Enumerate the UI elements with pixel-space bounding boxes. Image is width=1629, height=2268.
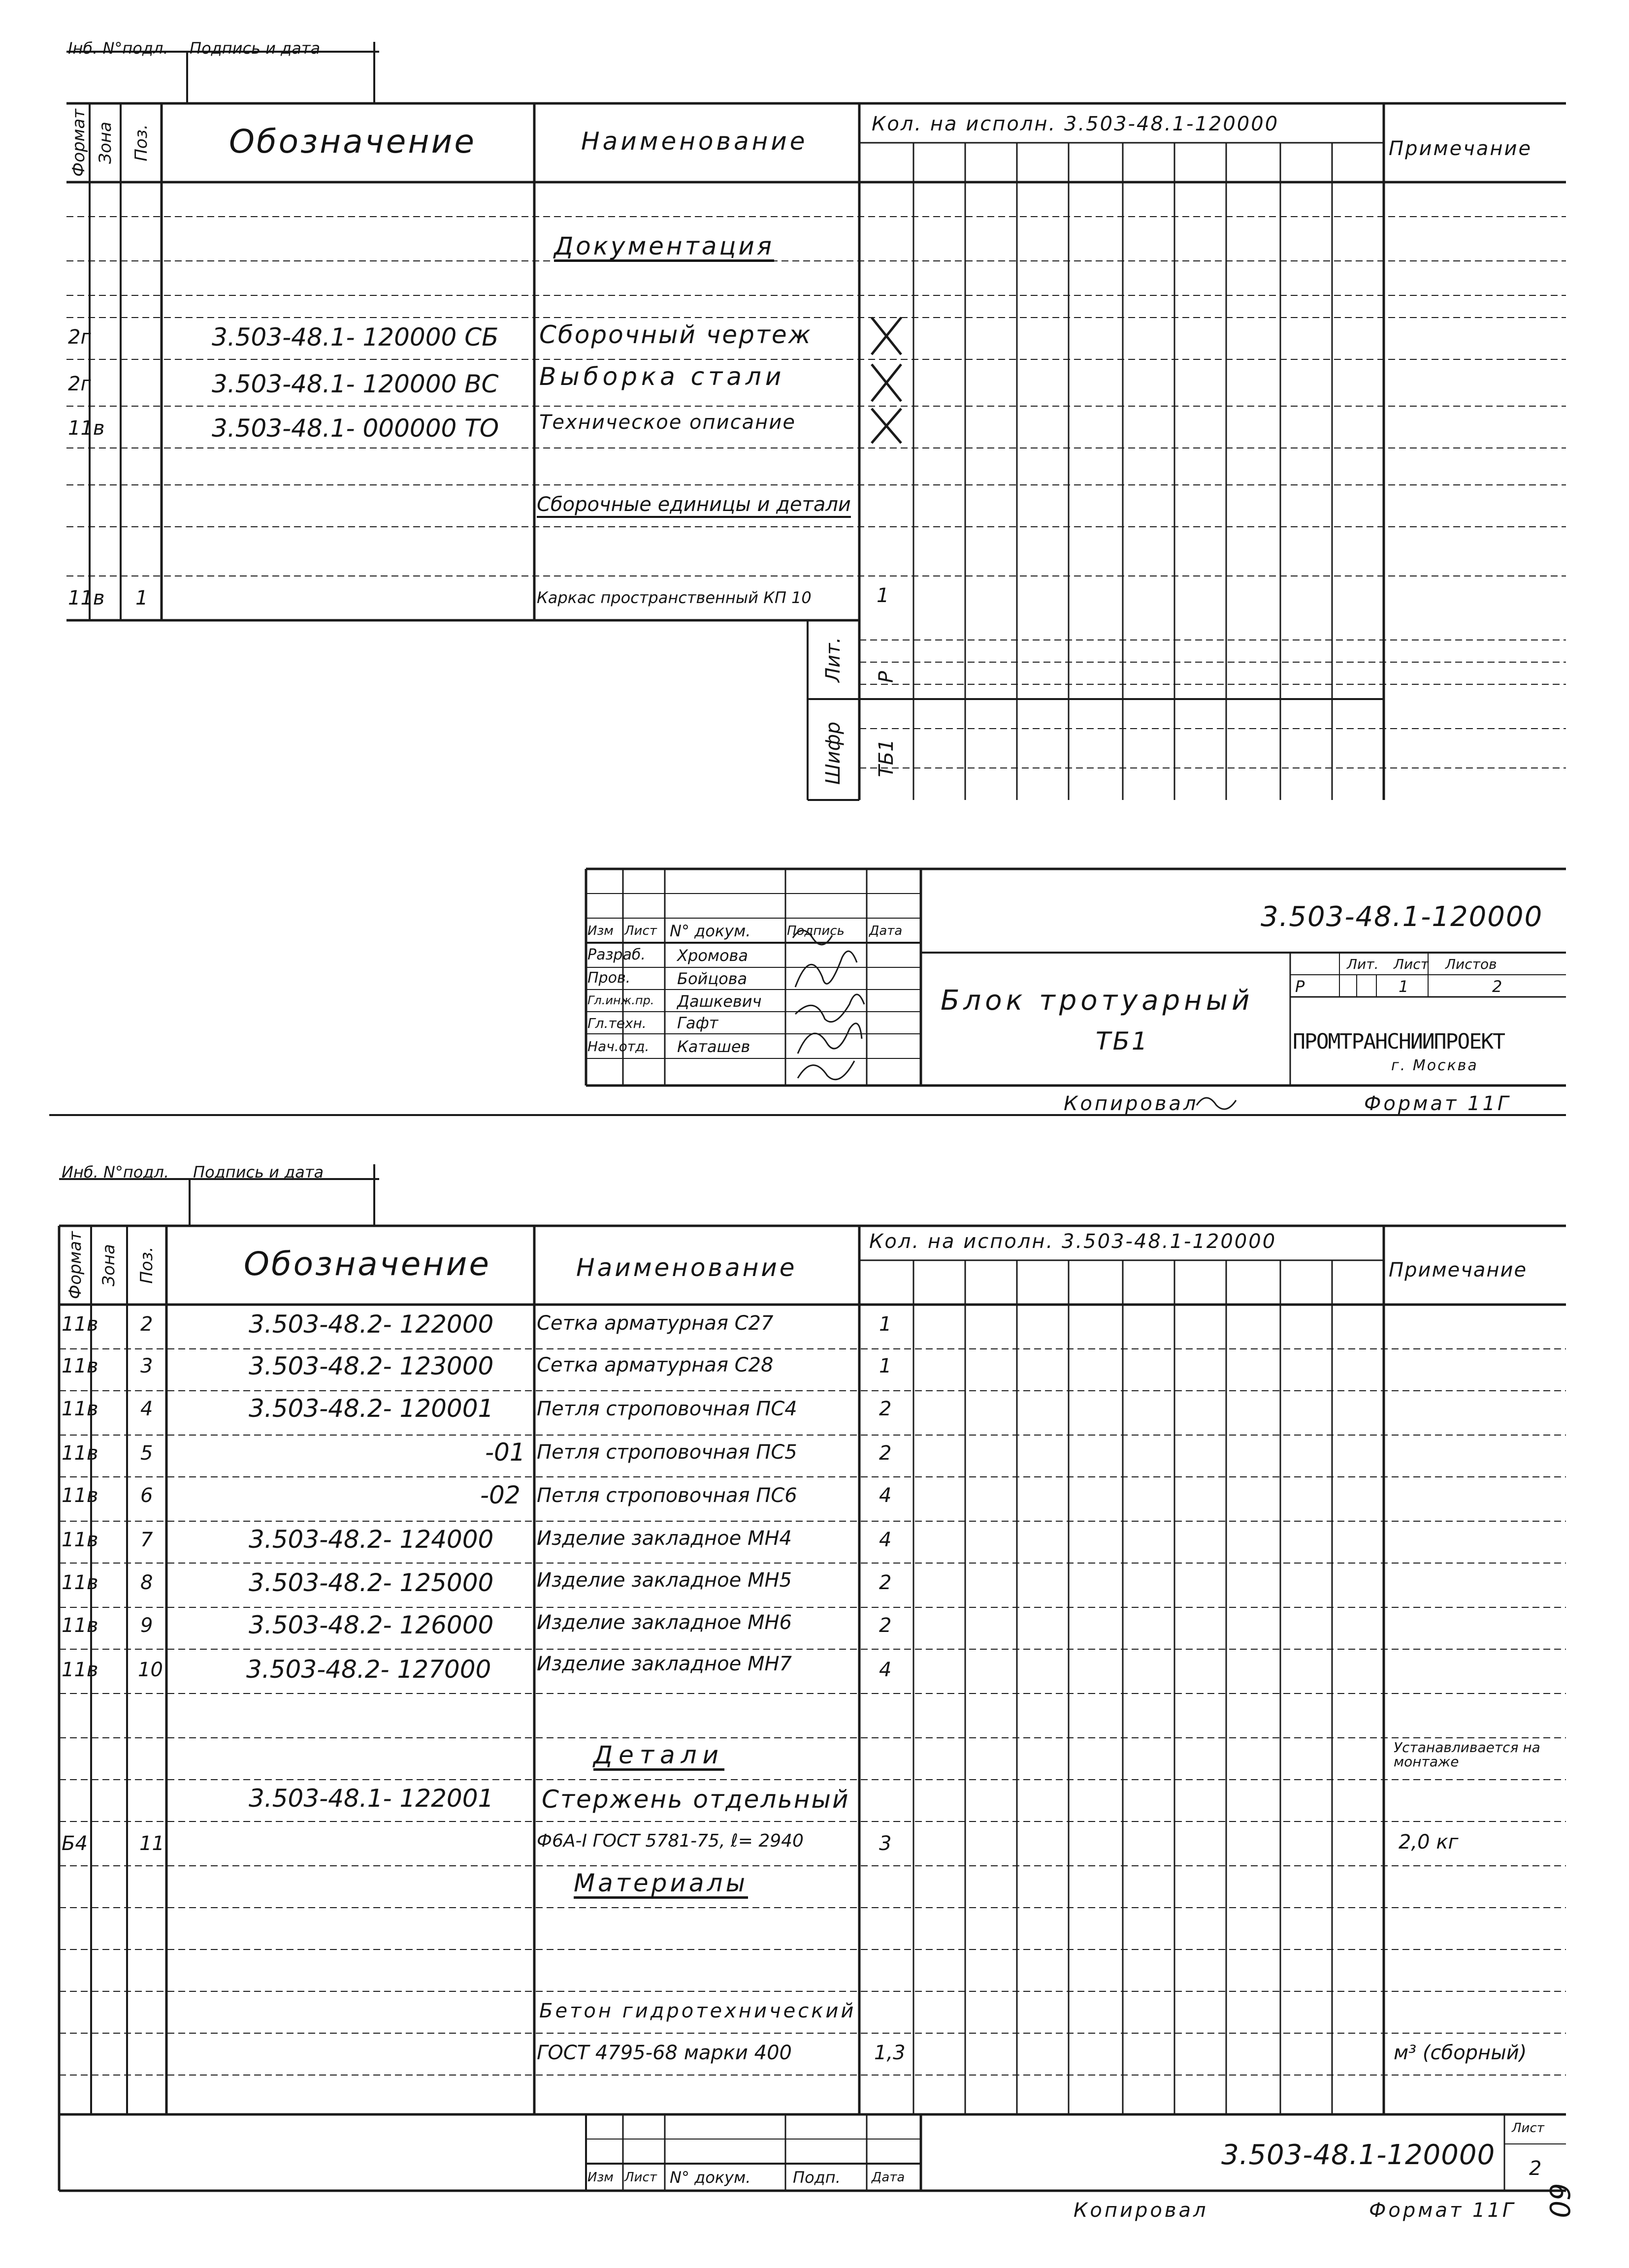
col-izm: Изм [587, 924, 614, 938]
col-izm: Изм [587, 2170, 614, 2185]
header-qty: Кол. на исполн. 3.503-48.1-120000 [872, 113, 1279, 135]
title-sub: ТБ1 [1096, 1027, 1149, 1055]
col-list: Лист [624, 2170, 657, 2185]
row-format: 11в [62, 1529, 98, 1551]
row-name: Каркас пространственный КП 10 [537, 588, 812, 607]
row-pos: 2 [140, 1313, 153, 1336]
col-date: Дата [872, 2170, 905, 2185]
lit-value-box: Р [1295, 977, 1305, 996]
lit-value: Р [875, 671, 898, 683]
col-doc: N° докум. [670, 922, 751, 940]
row-format: 2г [68, 326, 91, 349]
col-sign: Подпись [787, 924, 845, 938]
row-designation: 3.503-48.2- 126000 [249, 1611, 494, 1639]
row-pos: 6 [140, 1484, 153, 1507]
row-name: Сетка арматурная С27 [537, 1312, 774, 1335]
role-chief-technologist: Гл.техн. [587, 1015, 647, 1031]
row-designation: 3.503-48.2- 127000 [246, 1655, 491, 1684]
col-date: Дата [869, 924, 903, 938]
row-designation: 3.503-48.2- 120001 [249, 1394, 494, 1423]
role-dept-head: Нач.отд. [587, 1038, 650, 1054]
col-doc: N° докум. [670, 2168, 751, 2187]
row-qty: 2 [879, 1398, 892, 1420]
role-chief-engineer: Гл.инж.пр. [587, 993, 654, 1007]
row-format: 11в [62, 1442, 98, 1465]
role-developer: Разраб. [587, 946, 646, 963]
row-format: 11в [62, 1355, 98, 1377]
header-zone: Зона [99, 1244, 119, 1286]
row-pos: 1 [135, 587, 148, 609]
row-designation: 3.503-48.2- 122000 [249, 1310, 494, 1339]
detail-qty: 3 [879, 1832, 892, 1855]
row-format: 11в [62, 1571, 98, 1594]
section-assemblies: Сборочные единицы и детали [537, 493, 851, 516]
row-qty: 2 [879, 1614, 892, 1637]
row-designation: 3.503-48.1- 000000 ТО [212, 414, 499, 443]
name-chief-engineer: Дашкевич [677, 992, 762, 1011]
row-name: Петля строповочная ПС5 [537, 1441, 797, 1464]
stamp-inv-label: Инб. N°подл. [62, 1163, 169, 1182]
header-format: Формат [65, 1231, 85, 1299]
row-pos: 3 [140, 1355, 153, 1377]
sheets-value: 2 [1492, 977, 1502, 996]
title-main: Блок тротуарный [941, 985, 1254, 1017]
row-name: Выборка стали [539, 362, 785, 391]
row-qty: 1 [877, 584, 889, 607]
header-pos: Поз. [137, 1246, 157, 1284]
sheets-header: Листов [1445, 956, 1497, 972]
row-qty: 4 [879, 1659, 892, 1681]
row-designation: 3.503-48.1- 120000 ВС [212, 370, 499, 398]
row-name: Техническое описание [539, 411, 796, 434]
header-designation: Обозначение [229, 123, 476, 160]
header-note: Примечание [1389, 137, 1532, 160]
row-qty: 4 [879, 1484, 892, 1507]
copied-label: Копировал [1074, 2199, 1208, 2222]
row-format: 11в [62, 1398, 98, 1420]
cipher-value: ТБ1 [875, 739, 898, 777]
row-name: Сетка арматурная С28 [537, 1354, 774, 1376]
header-qty: Кол. на исполн. 3.503-48.1-120000 [869, 1230, 1277, 1253]
header-name: Наименование [581, 127, 808, 156]
lit-label: Лит. [822, 637, 845, 683]
name-checker: Бойцова [677, 969, 748, 988]
row-name: Сборочный чертеж [539, 320, 812, 349]
row-name: Изделие закладное МН4 [537, 1527, 792, 1550]
detail-spec: Ф6А-I ГОСТ 5781-75, ℓ= 2940 [537, 1831, 804, 1851]
format-label: Формат 11Г [1369, 2199, 1516, 2222]
header-format: Формат [69, 109, 89, 177]
row-qty: 1 [879, 1313, 892, 1336]
row-format: 11в [68, 587, 105, 609]
row-format: 11в [62, 1614, 98, 1637]
detail-designation: 3.503-48.1- 122001 [249, 1784, 494, 1813]
stamp-sign-label: Подпись и дата [193, 1163, 324, 1182]
name-dept-head: Каташев [677, 1037, 750, 1056]
detail-format: Б4 [62, 1832, 88, 1855]
material-note: м³ (сборный) [1394, 2042, 1527, 2064]
row-format: 11в [62, 1484, 98, 1507]
copied-label: Копировал [1064, 1092, 1199, 1115]
row-name: Изделие закладное МН7 [537, 1653, 792, 1675]
row-pos: 10 [138, 1659, 163, 1681]
col-list: Лист [624, 924, 657, 938]
row-qty: 2 [879, 1571, 892, 1594]
sheet-value: 1 [1399, 977, 1409, 996]
row-format: 11в [62, 1313, 98, 1336]
material-spec: ГОСТ 4795-68 марки 400 [537, 2042, 792, 2064]
detail-mass: 2,0 кг [1399, 1831, 1459, 1853]
section-details: Детали [593, 1741, 725, 1769]
section-materials: Материалы [574, 1869, 748, 1897]
row-pos: 8 [140, 1571, 153, 1594]
material-qty: 1,3 [874, 2042, 906, 2064]
header-note: Примечание [1389, 1259, 1528, 1281]
row-pos: 5 [140, 1442, 153, 1465]
header-pos: Поз. [131, 124, 151, 161]
lit-header: Лит. [1347, 956, 1379, 972]
format-label: Формат 11Г [1364, 1092, 1511, 1115]
org-name: ПРОМТРАНСНИИПРОЕКТ [1293, 1029, 1504, 1054]
detail-pos: 11 [139, 1832, 164, 1855]
row-designation: -01 [485, 1438, 525, 1467]
role-checker: Пров. [587, 969, 631, 987]
row-designation: 3.503-48.1- 120000 СБ [212, 323, 499, 351]
footer-sheet-value: 2 [1529, 2157, 1542, 2180]
name-developer: Хромова [677, 946, 748, 965]
row-designation: 3.503-48.2- 124000 [249, 1525, 494, 1554]
sheet-header: Лист [1394, 956, 1429, 972]
row-name: Петля строповочная ПС6 [537, 1484, 797, 1507]
header-zone: Зона [96, 122, 115, 164]
row-qty: 4 [879, 1529, 892, 1551]
row-name: Изделие закладное МН6 [537, 1611, 792, 1634]
cipher-label: Шифр [822, 721, 845, 785]
row-name: Изделие закладное МН5 [537, 1569, 792, 1592]
stamp-inv-label: Інб. N°подл. [68, 39, 168, 58]
header-name: Наименование [576, 1253, 797, 1282]
org-city: г. Москва [1391, 1057, 1478, 1074]
footer-sheet-label: Лист [1512, 2121, 1544, 2136]
section-documentation: Документация [554, 232, 774, 260]
row-designation: 3.503-48.2- 123000 [249, 1352, 494, 1380]
row-pos: 7 [140, 1529, 153, 1551]
row-designation: -02 [480, 1481, 521, 1509]
row-name: Петля строповочная ПС4 [537, 1398, 797, 1420]
row-designation: 3.503-48.2- 125000 [249, 1568, 494, 1597]
row-qty: 1 [879, 1355, 892, 1377]
stamp-sign-label: Подпись и дата [190, 39, 321, 58]
col-sign: Подп. [793, 2168, 841, 2187]
name-chief-technologist: Гафт [677, 1014, 718, 1032]
title-doc-number: 3.503-48.1-120000 [1261, 901, 1543, 933]
row-format: 11в [68, 417, 105, 440]
row-format: 2г [68, 373, 91, 395]
footer-doc-number: 3.503-48.1-120000 [1221, 2139, 1496, 2171]
row-qty: 2 [879, 1442, 892, 1465]
row-pos: 4 [140, 1398, 153, 1420]
row-pos: 9 [140, 1614, 153, 1637]
margin-number: 09 [1545, 2183, 1577, 2218]
detail-name: Стержень отдельный [542, 1785, 850, 1814]
material-name: Бетон гидротехнический [539, 2000, 856, 2022]
row-format: 11в [62, 1659, 98, 1681]
header-designation: Обозначение [244, 1245, 491, 1283]
details-note: Устанавливается на монтаже [1394, 1739, 1540, 1770]
